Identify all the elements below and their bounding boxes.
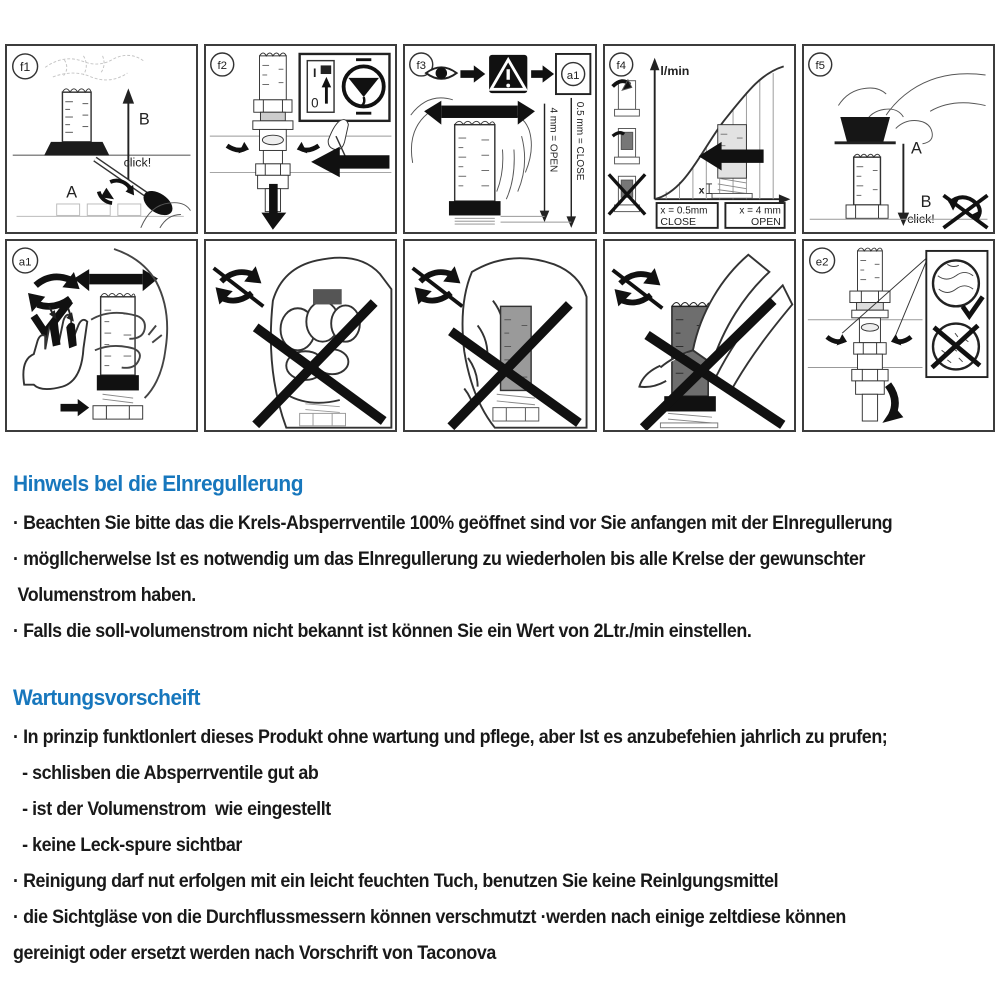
faint-hand-sketch (45, 55, 144, 80)
panel-label: e2 (815, 256, 829, 269)
section-line: - ist der Volumenstrom wie eingestellt (13, 799, 331, 820)
no-turn-icon (612, 268, 662, 308)
dimension-open (540, 104, 559, 222)
section-einregulierung (13, 471, 990, 643)
panel-label: f3 (416, 60, 427, 73)
section-line: - schlisben die Absperrventile gut ab (13, 763, 319, 784)
arrow-down-curved (882, 385, 903, 423)
svg-text:OPEN: OPEN (750, 216, 781, 229)
panel-label: f2 (217, 60, 228, 73)
warning-icon (489, 55, 527, 93)
section-heading: Hinwels bel die Elnregullerung (13, 471, 304, 496)
panel-label: f5 (815, 60, 825, 73)
panel-f3 (403, 44, 596, 234)
label-b: B (138, 110, 150, 129)
panel-label: f1 (19, 60, 31, 75)
section-line: · In prinzip funktlonlert dieses Produkt ohne wartung und pflege, aber Ist es anzubefehien jahrlich zu prufen; (13, 727, 888, 748)
section-line: · die Sichtgläse von die Durchflussmessern können verschmutzt ·werden nach einige zeltdiese können (13, 907, 846, 928)
mini-meter-states (608, 80, 644, 215)
switch-off-label: 0 (311, 95, 319, 111)
svg-text:x = 0.5mm: x = 0.5mm (660, 205, 708, 217)
meter-grip-band (313, 289, 342, 304)
section-wartung (13, 685, 990, 965)
panel-row-1 (5, 44, 995, 234)
svg-text:4 mm = OPEN: 4 mm = OPEN (547, 107, 559, 173)
panel-f2 (204, 44, 397, 234)
panel-no-pliers (603, 239, 796, 432)
panel-label: a1 (18, 256, 32, 269)
water-quality-inset (926, 251, 987, 377)
section-line: · mögllcherwelse Ist es notwendig um das Elnregullerung zu wiederholen bis alle Krelse der gewunschter (13, 549, 866, 570)
a1-ref-box (556, 54, 590, 94)
section-line: gereinigt oder ersetzt werden nach Vorschrift von Taconova (13, 943, 496, 964)
valve-assembly (850, 248, 890, 421)
pump-switch-inset (300, 54, 390, 121)
black-cap (840, 117, 890, 142)
no-turn-icon (943, 195, 987, 227)
section-line: Volumenstrom haben. (13, 585, 196, 606)
close-box (656, 203, 717, 228)
click-text: click! (123, 155, 152, 170)
section-line: · Reinigung darf nut erfolgen mit ein leicht feuchten Tuch, benutzen Sie keine Reinlgungsmittel (13, 871, 779, 892)
panel-label: f4 (616, 60, 626, 73)
clean-water-icon (933, 260, 979, 306)
click-text: click! (907, 212, 935, 227)
flow-meter (846, 154, 888, 218)
two-finger-hand-icon (23, 306, 89, 416)
section-line: - keine Leck-spure sichtbar (13, 835, 242, 856)
label-b: B (920, 192, 932, 211)
label-a: A (910, 139, 922, 158)
section-heading: Wartungsvorscheift (13, 685, 200, 710)
black-cap-base (44, 142, 109, 155)
instruction-panels (0, 0, 1000, 432)
open-box (725, 203, 784, 228)
svg-text:x: x (698, 184, 705, 197)
arrow-right-1 (461, 65, 486, 82)
x-dimension (698, 184, 711, 197)
turn-arrow (425, 101, 536, 125)
switch-on-label: I (313, 65, 317, 80)
turn-arrow (74, 269, 158, 291)
svg-text:CLOSE: CLOSE (660, 216, 696, 229)
a1-ref-label: a1 (567, 69, 580, 82)
panel-no-palm-grip (403, 239, 596, 432)
no-turn-icon (214, 266, 264, 306)
panel-e2 (802, 239, 995, 432)
panel-f4 (603, 44, 796, 234)
text-sections (0, 437, 1000, 965)
svg-text:x = 4 mm: x = 4 mm (738, 205, 781, 217)
svg-text:0.5 mm = CLOSE: 0.5 mm = CLOSE (574, 101, 586, 181)
dimension-close (567, 98, 586, 228)
panel-a1 (5, 239, 198, 432)
flow-meter (449, 121, 501, 224)
section-line: · Falls die soll-volumenstrom nicht bekannt ist können Sie ein Wert von 2Ltr./min einstellen. (13, 621, 752, 642)
y-axis-label: l/min (660, 63, 689, 78)
label-a: A (66, 183, 78, 202)
section-line: · Beachten Sie bitte das die Krels-Absperrventile 100% geöffnet sind vor Sie anfangen mit der Elnregullerung (13, 513, 893, 534)
no-turn-icon (413, 266, 463, 306)
flow-meter (44, 89, 109, 155)
panel-f1 (5, 44, 198, 234)
panel-row-2 (5, 239, 995, 432)
meter-on-curve (698, 125, 763, 199)
arrow-right-2 (532, 65, 555, 82)
pliers-icon (639, 255, 792, 391)
panel-f5 (802, 44, 995, 234)
panel-no-fist-grip (204, 239, 397, 432)
